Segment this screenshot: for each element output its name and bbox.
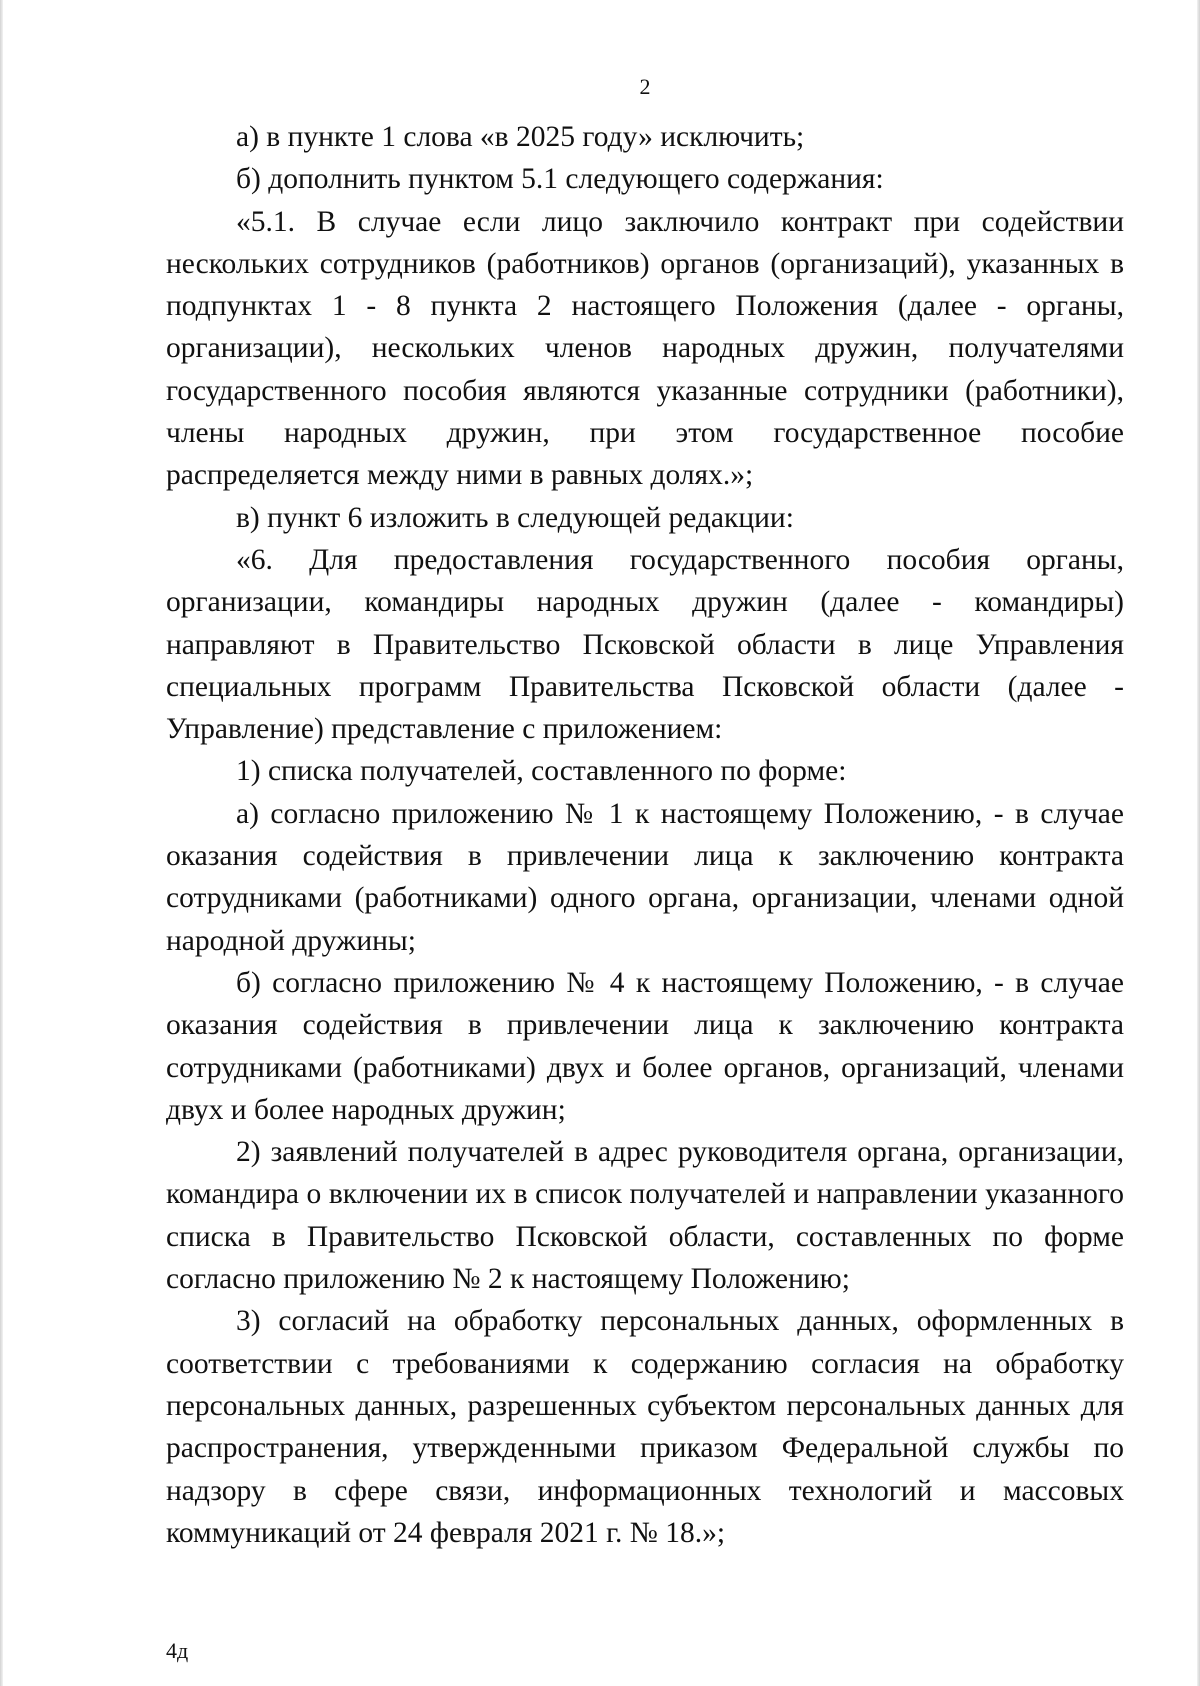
footer-mark: 4д	[166, 1638, 189, 1663]
paragraph: б) дополнить пунктом 5.1 следующего содержания:	[236, 163, 884, 196]
paragraph: 3) согласий на обработку персональных данных, оформленных в соответствии с требованиями к содержанию согласия на обработку персональных данных, разрешенных субъектом персональных данных для распространения, утвержденными приказом Федеральной службы по надзору в сфере связи, информационных технологий и массовых коммуникаций от 24 февраля 2021 г. № 18.»;	[166, 1305, 1124, 1549]
document-body	[166, 116, 1124, 1554]
paragraph: 2) заявлений получателей в адрес руководителя органа, организации, командира о включении их в список получателей и направлении указанного списка в Правительство Псковской области, составленных по форме согласно приложению № 2 к настоящему Положению;	[166, 1136, 1124, 1296]
paragraph: а) в пункте 1 слова «в 2025 году» исключить;	[236, 121, 805, 153]
paragraph: а) согласно приложению № 1 к настоящему Положению, - в случае оказания содействия в привлечении лица к заключению контракта сотрудниками (работниками) одного органа, организации, членами одной народной дружины;	[166, 797, 1124, 957]
paragraph: в) пункт 6 изложить в следующей редакции:	[236, 501, 794, 534]
paragraph: 1) списка получателей, составленного по форме:	[236, 755, 847, 788]
page-number: 2	[639, 74, 651, 99]
paragraph: «5.1. В случае если лицо заключило контракт при содействии нескольких сотрудников (работников) органов (организаций), указанных в подпунктах 1 - 8 пункта 2 настоящего Положения (далее - органы, организации), нескольких членов народных дружин, получателями государственного пособия являются указанные сотрудники (работники), члены народных дружин, при этом государственное пособие распределяется между ними в равных долях.»;	[166, 205, 1124, 492]
paragraph: б) согласно приложению № 4 к настоящему Положению, - в случае оказания содействия в привлечении лица к заключению контракта сотрудниками (работниками) двух и более органов, организаций, членами двух и более народных дружин;	[166, 966, 1124, 1126]
scan-edge-left	[0, 0, 3, 1686]
paragraph: «6. Для предоставления государственного пособия органы, организации, командиры народных дружин (далее - командиры) направляют в Правительство Псковской области в лице Управления специальных программ Правительства Псковской области (далее - Управление) представление с приложением:	[166, 543, 1124, 746]
